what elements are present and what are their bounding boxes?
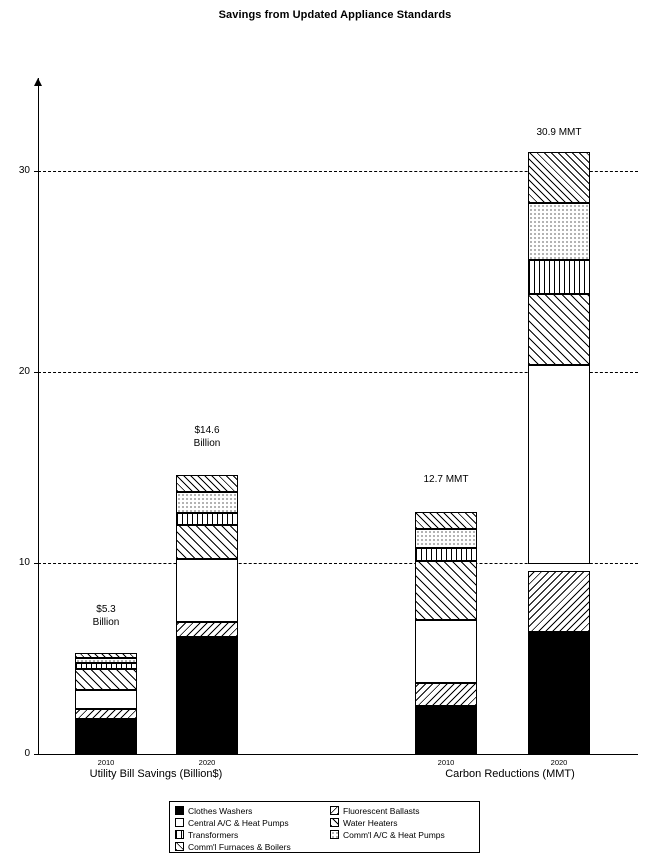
legend-swatch-comml-ac-heat-pumps [330,830,339,839]
bar-total-line1: $14.6 [194,425,220,436]
legend-swatch-water-heaters [330,818,339,827]
y-tick-0 [34,754,39,755]
bar-total-label-utility-2020 [157,424,257,450]
bar-segment-clothes-washers [75,719,137,754]
bar-segment-water-heaters [176,525,238,559]
y-axis-line [38,78,39,754]
bar-segment-comml-ac-heat-pumps [176,492,238,513]
legend-item-water-heaters [330,817,480,829]
bar-segment-transformers [176,513,238,525]
bar-segment-central-ac-heat-pumps [415,620,477,683]
bar-segment-water-heaters [528,294,590,365]
legend-item-central-ac-heat-pumps [175,817,327,829]
y-tick-label-30: 30 [18,165,30,176]
bar-total-line1: $5.3 [96,604,116,615]
legend-item-transformers [175,829,327,841]
legend-label-water-heaters: Water Heaters [343,817,398,828]
legend-swatch-transformers [175,830,184,839]
legend-label-fluorescent-ballasts: Fluorescent Ballasts [343,805,420,816]
bar-utility-2020 [176,475,238,754]
bar-carbon-2020 [528,564,590,754]
group-label-carbon-reductions: Carbon Reductions (MMT) [445,768,575,780]
bar-total-label-carbon-2020 [509,126,609,139]
legend-item-comml-furnaces-boilers [175,841,327,853]
bar-segment-comml-furnaces-boilers [528,152,590,203]
legend [169,801,480,853]
legend-label-comml-furnaces-boilers: Comm'l Furnaces & Boilers [188,841,291,852]
chart-title: Savings from Updated Appliance Standards [218,9,452,21]
legend-label-transformers: Transformers [188,829,239,840]
bar-segment-clothes-washers [176,637,238,754]
bar-total-label-carbon-2010 [396,473,496,486]
bar-total-line2: Billion [92,617,120,628]
bar-total-line1: 12.7 MMT [423,474,469,485]
legend-column-left [175,805,327,853]
bar-utility-2010 [75,653,137,754]
bar-segment-comml-ac-heat-pumps [75,658,137,663]
legend-item-fluorescent-ballasts [330,805,480,817]
legend-swatch-central-ac-heat-pumps [175,818,184,827]
group-label-utility-bill-savings: Utility Bill Savings (Billion$) [89,768,223,780]
legend-item-comml-ac-heat-pumps [330,829,480,841]
legend-swatch-fluorescent-ballasts [330,806,339,815]
bar-segment-central-ac-heat-pumps [528,365,590,564]
bar-segment-water-heaters [415,561,477,620]
bar-total-line2: Billion [193,438,221,449]
y-tick-label-10: 10 [18,557,30,568]
bar-segment-clothes-washers [528,632,590,754]
bar-segment-central-ac-heat-pumps [75,690,137,709]
bar-segment-transformers [528,260,590,294]
y-tick-label-20: 20 [18,366,30,377]
legend-label-comml-ac-heat-pumps: Comm'l A/C & Heat Pumps [343,829,445,840]
bar-total-label-utility-2010 [56,603,156,629]
legend-swatch-comml-furnaces-boilers [175,842,184,851]
y-tick-30 [34,171,39,172]
bar-total-line1: 30.9 MMT [536,127,582,138]
x-tick-carbon-2020: 2020 [550,758,568,767]
legend-label-central-ac-heat-pumps: Central A/C & Heat Pumps [188,817,289,828]
legend-item-clothes-washers [175,805,327,817]
bar-segment-comml-ac-heat-pumps [528,203,590,260]
x-axis-line [38,754,638,755]
bar-segment-water-heaters [75,669,137,690]
legend-label-clothes-washers: Clothes Washers [188,805,253,816]
bar-segment-comml-furnaces-boilers [75,653,137,658]
y-tick-20 [34,372,39,373]
bar-segment-clothes-washers [415,706,477,754]
x-tick-utility-2010: 2010 [97,758,115,767]
bar-segment-fluorescent-ballasts [75,709,137,719]
x-tick-utility-2020: 2020 [198,758,216,767]
bar-carbon-2020-upper [528,152,590,564]
bar-segment-comml-furnaces-boilers [415,512,477,529]
y-tick-label-0: 0 [24,748,30,759]
legend-column-right [330,805,480,841]
legend-swatch-clothes-washers [175,806,184,815]
bar-segment-comml-furnaces-boilers [176,475,238,492]
bar-segment-fluorescent-ballasts [415,683,477,706]
y-tick-10 [34,563,39,564]
bar-carbon-2010 [415,512,477,754]
x-tick-carbon-2010: 2010 [437,758,455,767]
bar-segment-comml-ac-heat-pumps [415,529,477,548]
bar-segment-transformers [415,548,477,561]
bar-segment-central-ac-heat-pumps [176,559,238,622]
bar-segment-transformers [75,663,137,669]
bar-segment-fluorescent-ballasts [176,622,238,637]
bar-segment-fluorescent-ballasts [528,571,590,632]
